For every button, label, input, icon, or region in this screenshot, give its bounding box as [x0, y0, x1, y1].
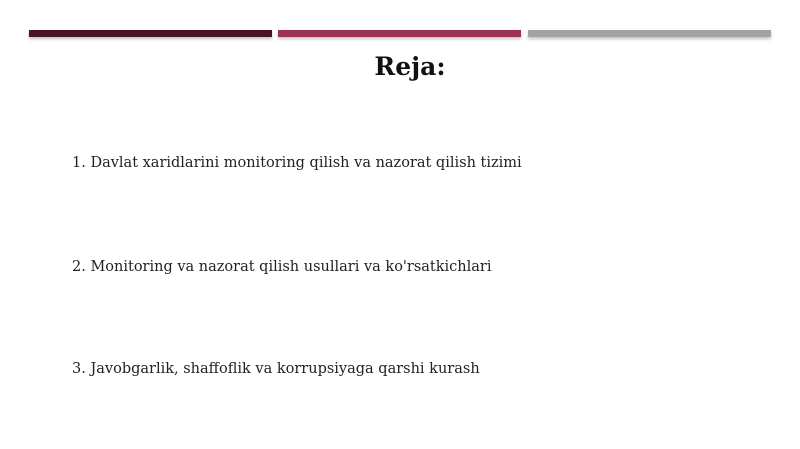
plan-item-2: 2. Monitoring va nazorat qilish usullari va ko'rsatkichlari — [72, 259, 492, 275]
header-bar-magenta — [278, 30, 521, 37]
plan-item-1: 1. Davlat xaridlarini monitoring qilish va nazorat qilish tizimi — [72, 155, 522, 171]
header-bar-gray — [528, 30, 771, 37]
header-bar-dark — [29, 30, 272, 37]
plan-item-3: 3. Javobgarlik, shaffoflik va korrupsiyaga qarshi kurash — [72, 361, 480, 377]
slide-title: Reja: — [374, 52, 446, 81]
